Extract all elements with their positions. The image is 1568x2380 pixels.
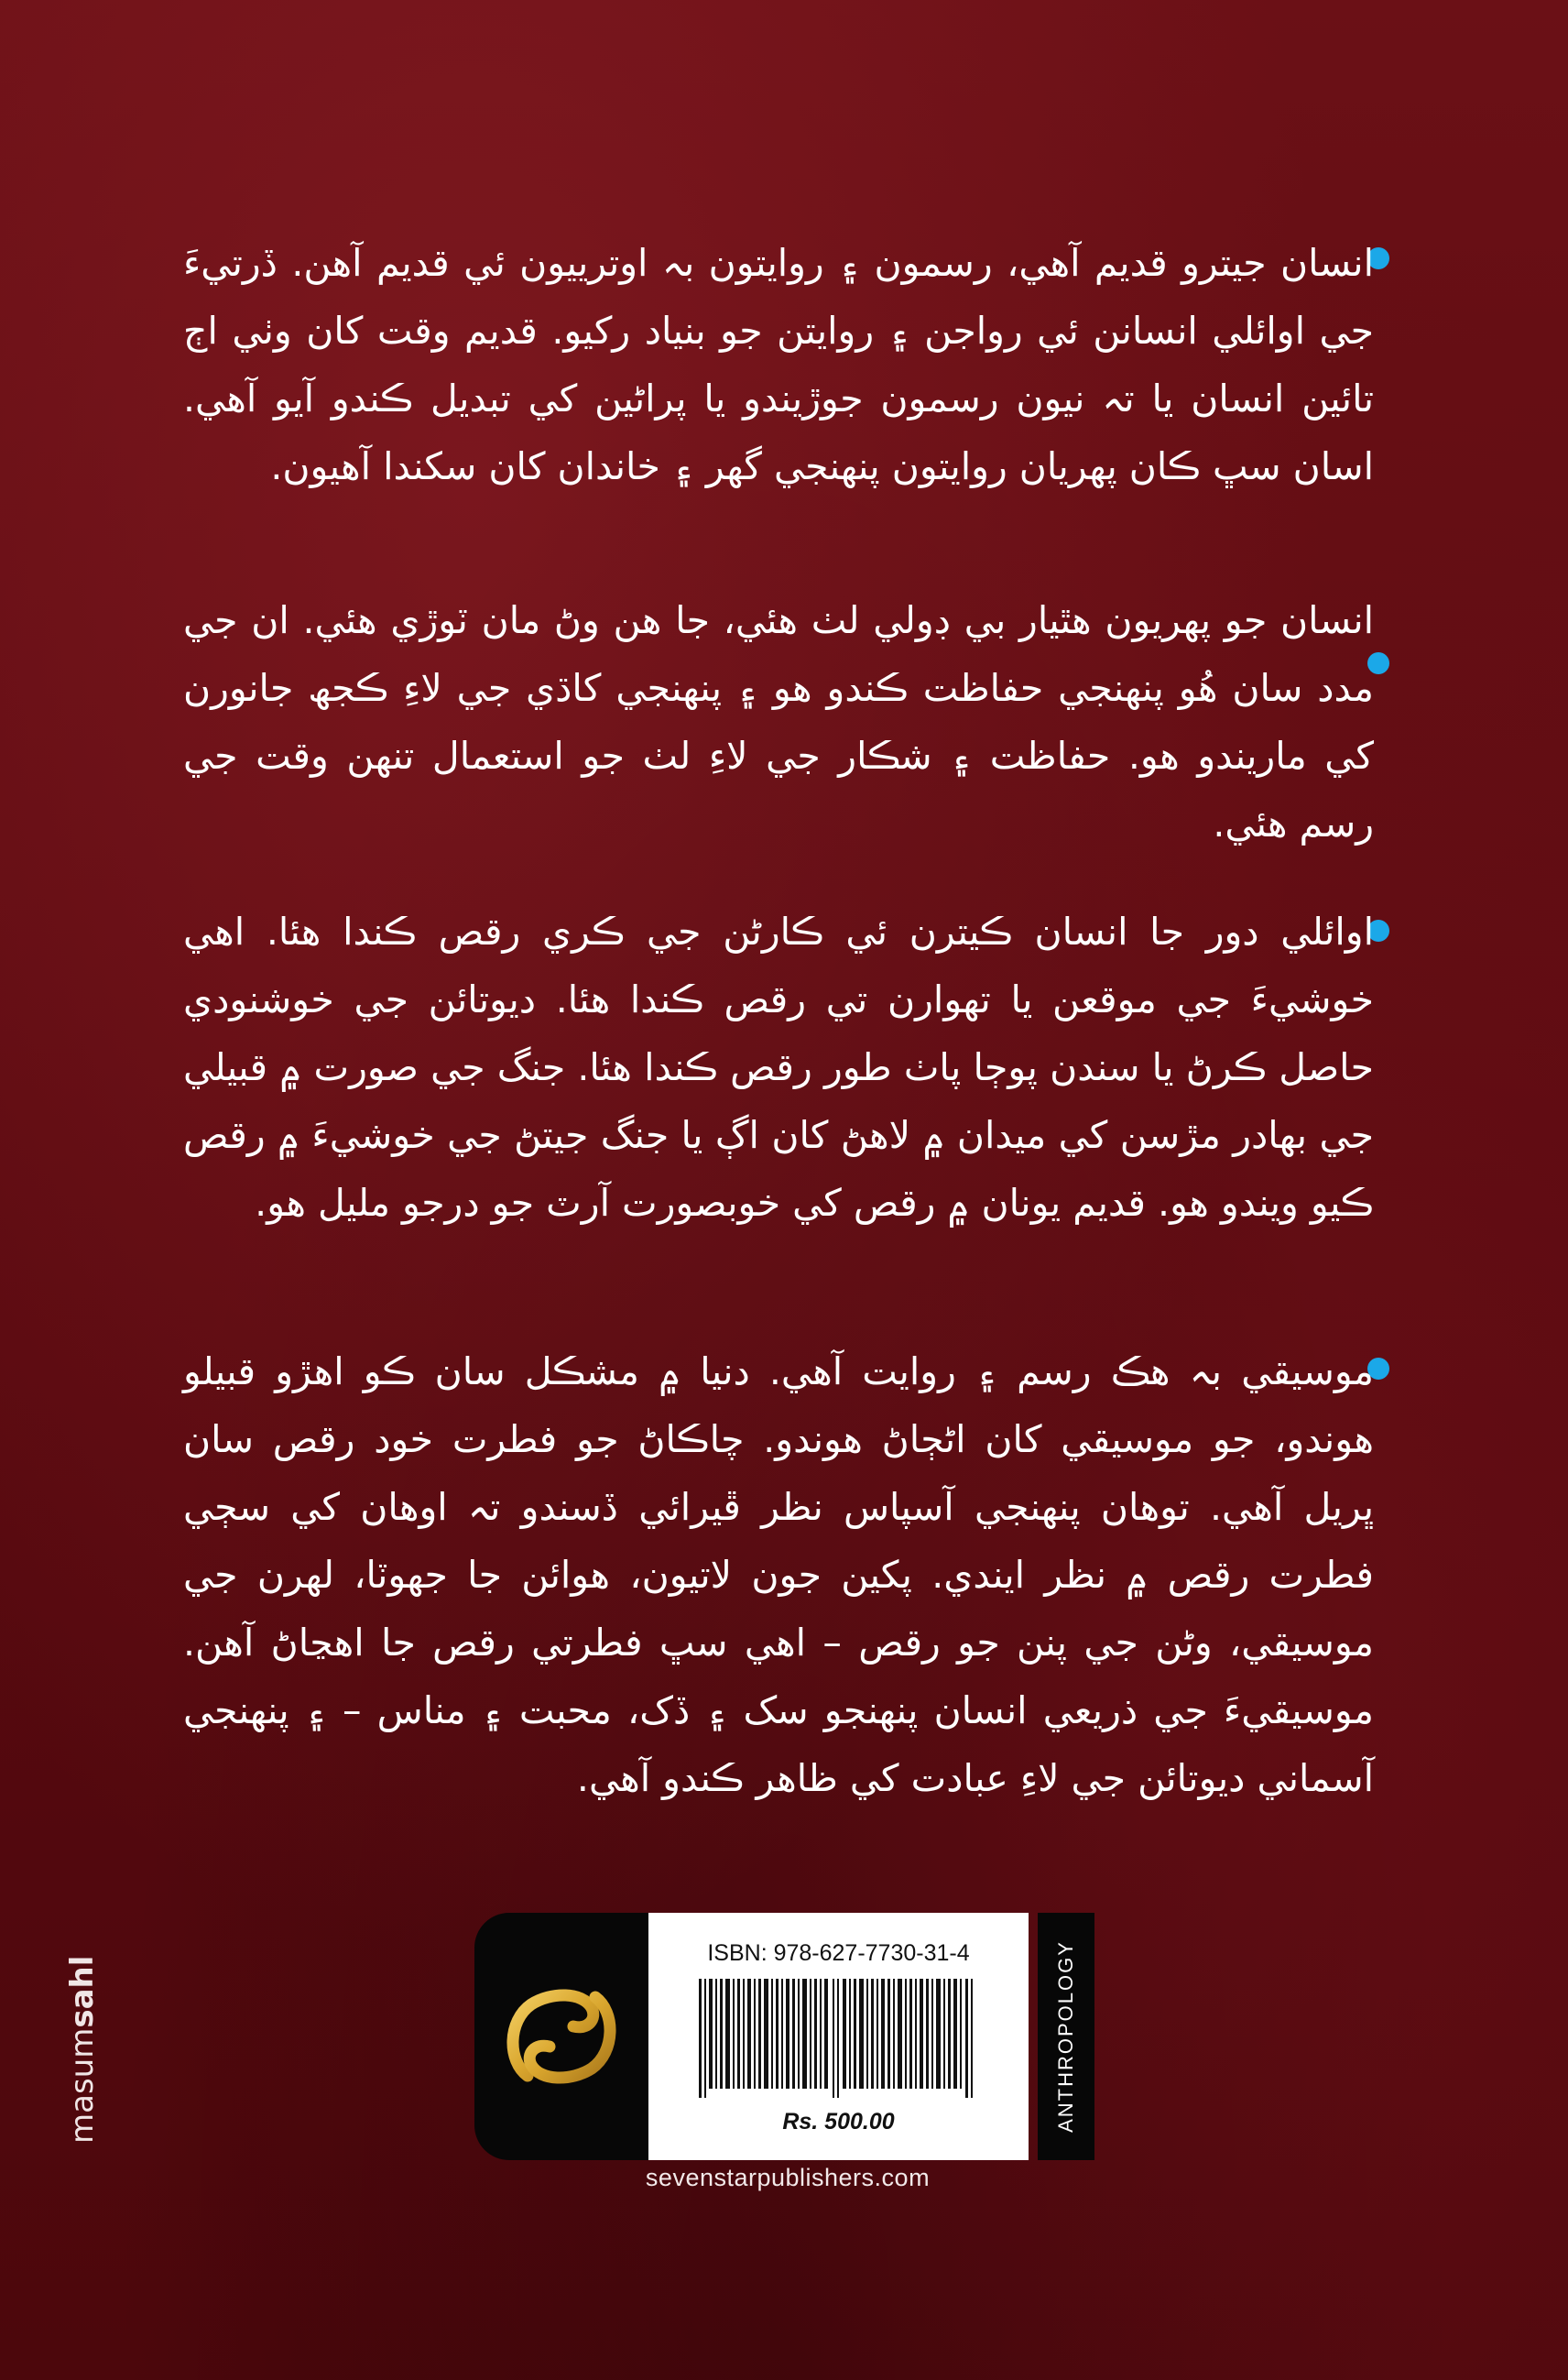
author-brand-light: masum bbox=[64, 2027, 101, 2144]
author-brand bbox=[55, 1869, 110, 2144]
category-panel bbox=[1038, 1913, 1094, 2160]
category-label: ANTHROPOLOGY bbox=[1054, 1940, 1077, 2133]
paragraph-first-weapon: انسان جو پهريون هٿيار بي ڊولي لٺ هئي، جا هن وڻ مان ٽوڙي هئي. ان جي مدد سان هُو پنهنجي حفاظت ڪندو هو ۽ پنهنجي کاڌي جي لاءِ ڪجھ جانورن کي ماريندو هو. حفاظت ۽ شڪار جي لاءِ لٺ جو استعمال تنهن وقت جي رسم هئي. bbox=[183, 598, 1374, 846]
paragraph-dance: اوائلي دور جا انسان ڪيترن ئي ڪارڻن جي ڪري رقص ڪندا هئا. اهي خوشيءَ جي موقعن يا تهوارن تي رقص ڪندا هئا. ديوتائن جي خوشنودي حاصل ڪرڻ يا سندن پوڄا پاٺ طور رقص ڪندا هئا. جنگ جي صورت ۾ قبيلي جي بهادر مڙسن کي ميدان ۾ لاهڻ کان اڳ يا جنگ جيتڻ جي خوشيءَ ۾ رقص ڪيو ويندو هو. قديم يونان ۾ رقص کي خوبصورت آرٽ جو درجو مليل هو. bbox=[183, 910, 1374, 1225]
publisher-website: sevenstarpublishers.com bbox=[645, 2164, 931, 2191]
author-brand-bold: sahl bbox=[64, 1955, 101, 2028]
barcode-panel bbox=[648, 1913, 1029, 2160]
isbn-label: ISBN: 978-627-7730-31-4 bbox=[707, 1940, 970, 1966]
paragraph-traditions: انسان جيترو قديم آهي، رسمون ۽ روايتون بہ اوترييون ئي قديم آهن. ڏرتيءَ جي اوائلي انسانن ئي رواجن ۽ روايتن جو بنياد رکيو. قديم وقت کان وٺي اڄ تائين انسان يا تہ نيون رسمون جوڙيندو يا پراڻين کي تبديل ڪندو آيو آهي. اسان سڀ ڪان پهريان روايتون پنهنجي گهر ۽ خاندان کان سکندا آهيون. bbox=[183, 241, 1374, 488]
publisher-logo-panel bbox=[474, 1913, 648, 2160]
price-label: Rs. 500.00 bbox=[782, 2109, 895, 2134]
paragraph-music: موسيقي بہ هڪ رسم ۽ روايت آهي. دنيا ۾ مشڪل سان ڪو اهڙو قبيلو هوندو، جو موسيقي کان اڻڄاڻ هوندو. چاڪاڻ جو فطرت خود رقص سان ڀريل آهي. توهان پنهنجي آسپاس نظر ڦيرائي ڏسندو تہ اوهان کي سڄي فطرت رقص ۾ نظر ايندي. پکين جون لاتيون، هوائن جا جهوٽا، لهرن جي موسيقي، وڻن جي پنن جو رقص – اهي سڀ فطرتي رقص جا اهڃاڻ آهن. موسيقيءَ جي ذريعي انسان پنهنجو سک ۽ ڏک، محبت ۽ مناس – ۽ پنهنجي آسماني ديوتائن جي لاءِ عبادت کي ظاهر ڪندو آهي. bbox=[183, 1349, 1374, 1800]
barcode-icon bbox=[699, 1979, 978, 2098]
seven-star-publishers-logo-icon bbox=[474, 1913, 648, 2160]
